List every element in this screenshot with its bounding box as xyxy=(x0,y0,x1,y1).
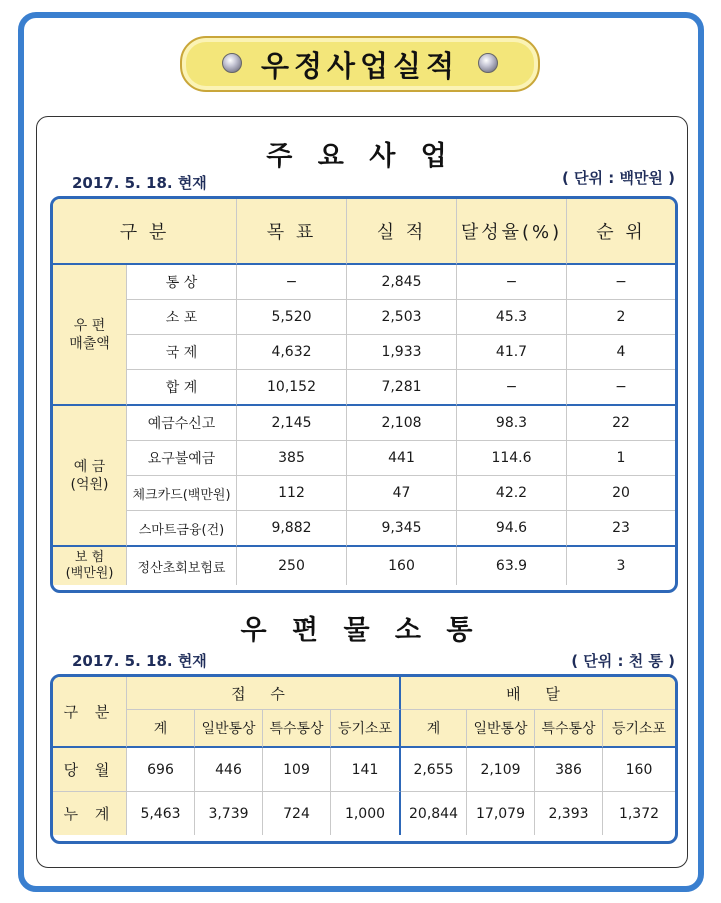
sub-header: 특수통상 xyxy=(263,710,331,748)
major-col-actual: 실 적 xyxy=(347,199,457,265)
row-target: 5,520 xyxy=(237,300,347,335)
row-rate: 45.3 xyxy=(457,300,567,335)
mail-corner: 구 분 xyxy=(53,677,127,748)
table-row xyxy=(53,370,675,406)
row-target: 385 xyxy=(237,441,347,476)
table-row xyxy=(53,511,675,547)
row-rate: 98.3 xyxy=(457,406,567,441)
table-row xyxy=(53,265,675,300)
row-item: 정산초회보험료 xyxy=(127,547,237,585)
row-label: 누 계 xyxy=(53,792,127,835)
row-actual: 9,345 xyxy=(347,511,457,547)
row-rate: − xyxy=(457,265,567,300)
row-item: 체크카드(백만원) xyxy=(127,476,237,511)
cell: 1,000 xyxy=(331,792,401,835)
row-target: 112 xyxy=(237,476,347,511)
mail-group-receive: 접 수 xyxy=(127,677,401,710)
sub-header: 일반통상 xyxy=(467,710,535,748)
row-item: 예금수신고 xyxy=(127,406,237,441)
cell: 20,844 xyxy=(401,792,467,835)
cell: 17,079 xyxy=(467,792,535,835)
bolt-left-icon xyxy=(222,53,242,73)
row-rank: 20 xyxy=(567,476,675,511)
group-name-line: (억원) xyxy=(70,476,109,493)
group-name-line: 매출액 xyxy=(69,335,110,352)
row-item: 합 계 xyxy=(127,370,237,406)
group-name-line: 보 험 xyxy=(74,550,105,565)
major-header-row xyxy=(53,199,675,265)
row-actual: 2,503 xyxy=(347,300,457,335)
row-target: 2,145 xyxy=(237,406,347,441)
mail-group-deliver: 배 달 xyxy=(401,677,675,710)
group-name-line: 예 금 xyxy=(73,458,106,475)
row-rank: 2 xyxy=(567,300,675,335)
bolt-right-icon xyxy=(478,53,498,73)
sub-header: 특수통상 xyxy=(535,710,603,748)
row-item: 요구불예금 xyxy=(127,441,237,476)
table-row xyxy=(53,300,675,335)
table-row xyxy=(53,748,675,792)
cell: 3,739 xyxy=(195,792,263,835)
row-rate: 114.6 xyxy=(457,441,567,476)
row-actual: 2,845 xyxy=(347,265,457,300)
row-rank: 1 xyxy=(567,441,675,476)
row-target: 10,152 xyxy=(237,370,347,406)
mail-table xyxy=(53,677,675,835)
row-actual: 1,933 xyxy=(347,335,457,370)
major-col-category: 구 분 xyxy=(53,199,237,265)
row-actual: 160 xyxy=(347,547,457,585)
row-rate: 94.6 xyxy=(457,511,567,547)
major-date: 2017. 5. 18. 현재 xyxy=(72,174,207,192)
row-rate: 42.2 xyxy=(457,476,567,511)
table-row xyxy=(53,547,675,585)
group-name-line: 우 편 xyxy=(73,317,106,334)
mail-section-title: 우 편 물 소 통 xyxy=(240,615,481,646)
major-section-title: 주 요 사 업 xyxy=(266,141,455,172)
sub-header: 계 xyxy=(127,710,195,748)
row-target: − xyxy=(237,265,347,300)
row-item: 국 제 xyxy=(127,335,237,370)
cell: 2,655 xyxy=(401,748,467,792)
table-row xyxy=(53,792,675,835)
group-insurance xyxy=(53,547,127,585)
group-name-line: (백만원) xyxy=(65,566,114,581)
cell: 2,393 xyxy=(535,792,603,835)
table-row xyxy=(53,441,675,476)
cell: 2,109 xyxy=(467,748,535,792)
title-banner xyxy=(180,36,540,92)
cell: 696 xyxy=(127,748,195,792)
row-actual: 47 xyxy=(347,476,457,511)
row-actual: 7,281 xyxy=(347,370,457,406)
row-item: 통 상 xyxy=(127,265,237,300)
cell: 141 xyxy=(331,748,401,792)
row-rate: − xyxy=(457,370,567,406)
row-rate: 63.9 xyxy=(457,547,567,585)
cell: 446 xyxy=(195,748,263,792)
cell: 724 xyxy=(263,792,331,835)
row-rank: 22 xyxy=(567,406,675,441)
major-unit: ( 단위 : 백만원 ) xyxy=(561,169,675,187)
group-deposit xyxy=(53,406,127,547)
row-label: 당 월 xyxy=(53,748,127,792)
row-actual: 2,108 xyxy=(347,406,457,441)
row-rank: 4 xyxy=(567,335,675,370)
major-col-target: 목 표 xyxy=(237,199,347,265)
major-col-rate: 달성율(%) xyxy=(457,199,567,265)
page-title: 우정사업실적 xyxy=(260,48,460,83)
row-item: 스마트금융(건) xyxy=(127,511,237,547)
cell: 160 xyxy=(603,748,675,792)
table-row xyxy=(53,476,675,511)
major-col-rank: 순 위 xyxy=(567,199,675,265)
group-postal xyxy=(53,265,127,406)
row-rank: − xyxy=(567,370,675,406)
mail-unit: ( 단위 : 천 통 ) xyxy=(571,652,675,670)
mail-table-box xyxy=(50,674,678,844)
mail-group-header-row xyxy=(53,677,675,710)
sub-header: 일반통상 xyxy=(195,710,263,748)
major-table-box xyxy=(50,196,678,593)
sub-header: 계 xyxy=(401,710,467,748)
row-rank: 23 xyxy=(567,511,675,547)
cell: 1,372 xyxy=(618,805,660,822)
row-item: 소 포 xyxy=(127,300,237,335)
mail-date: 2017. 5. 18. 현재 xyxy=(72,652,207,670)
mail-sub-header-row xyxy=(53,710,675,748)
cell: 109 xyxy=(263,748,331,792)
row-rank: 3 xyxy=(616,558,626,574)
row-target: 9,882 xyxy=(237,511,347,547)
table-row xyxy=(53,335,675,370)
row-target: 250 xyxy=(237,547,347,585)
major-table xyxy=(53,199,675,585)
cell: 386 xyxy=(535,748,603,792)
row-rate: 41.7 xyxy=(457,335,567,370)
table-row xyxy=(53,406,675,441)
cell: 5,463 xyxy=(127,792,195,835)
sub-header: 등기소포 xyxy=(331,710,401,748)
row-actual: 441 xyxy=(347,441,457,476)
row-rank: − xyxy=(567,265,675,300)
sub-header: 등기소포 xyxy=(603,710,675,748)
row-target: 4,632 xyxy=(237,335,347,370)
